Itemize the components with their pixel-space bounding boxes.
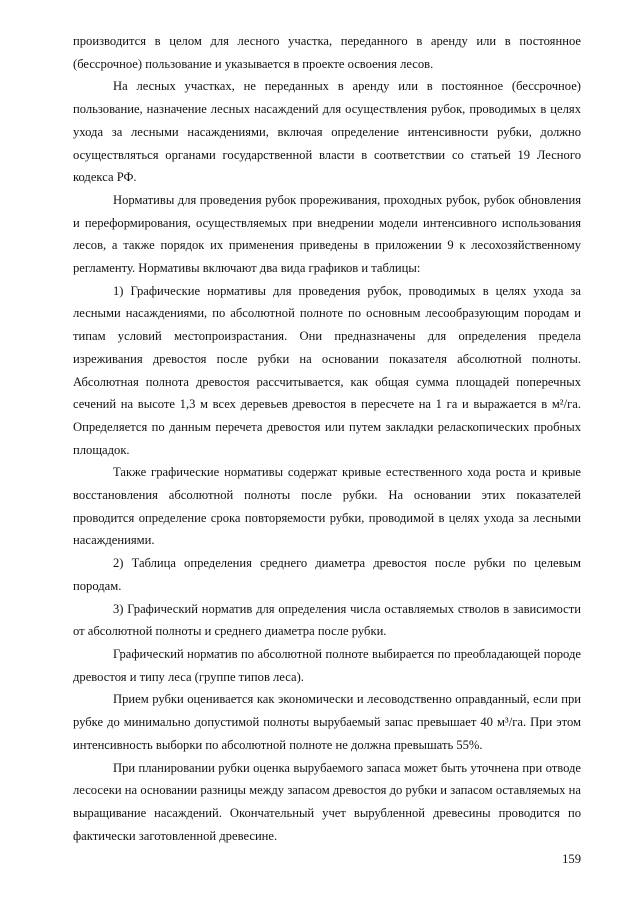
paragraph-stem-count-standard: 3) Графический норматив для определения числа оставляемых стволов в зависимости от абсолютной полноты и среднего диаметра после рубки. bbox=[73, 601, 581, 639]
paragraph-diameter-table: 2) Таблица определения среднего диаметра древостоя после рубки по целевым породам. bbox=[73, 556, 581, 593]
body-text bbox=[73, 30, 581, 847]
paragraph-economic-justification: Прием рубки оценивается как экономически и лесоводственно оправданный, если при рубке до минимально допустимой полноты вырубаемый запас превышает 40 м³/га. При этом интенсивность выборки по абсолютной полноте не должна превышать 55%. bbox=[73, 692, 581, 752]
paragraph-continuation: производится в целом для лесного участка, переданного в аренду или в постоянное (бессрочное) пользование и указывается в проекте освоения лесов. bbox=[73, 34, 581, 71]
page-number: 159 bbox=[562, 852, 581, 866]
paragraph-graphic-standards: 1) Графические нормативы для проведения рубок, проводимых в целях ухода за лесными насаждениями, по абсолютной полноте по основным лесообразующим породам и типам условий местопроизрастания. Они предназначены для определения предела изреживания древостоя после рубки на основании показателя абсолютной полноты. Абсолютная полнота древостоя рассчитывается, как общая сумма площадей поперечных сечений на высоте 1,3 м всех деревьев древостоя в пересчете на 1 га и выражается в м²/га. Определяется по данным перечета древостоя или путем закладки реласкопических пробных площадок. bbox=[73, 283, 581, 457]
paragraph-growth-curves: Также графические нормативы содержат кривые естественного хода роста и кривые восстановления абсолютной полноты после рубки. На основании этих показателей проводится определение срока повторяемости рубки, проводимой в целях ухода за лесными насаждениями. bbox=[73, 465, 581, 548]
paragraph-harvest-planning: При планировании рубки оценка вырубаемого запаса может быть уточнена при отводе лесосеки на основании разницы между запасом древостоя до рубки и запасом оставляемых на выращивание насаждений. Окончательный учет вырубленной древесины проводится по фактически заготовленной древесине. bbox=[73, 760, 581, 843]
paragraph-unleased-plots: На лесных участках, не переданных в аренду или в постоянное (бессрочное) пользование, назначение лесных насаждений для осуществления рубок, проводимых в целях ухода за лесными насаждениями, включая определение интенсивности рубки, должно осуществляться органами государственной власти в соответствии со статьей 19 Лесного кодекса РФ. bbox=[73, 79, 581, 185]
paragraph-thinning-standards: Нормативы для проведения рубок прореживания, проходных рубок, рубок обновления и переформирования, осуществляемых при внедрении модели интенсивного использования лесов, а также порядок их применения приведены в приложении 9 к лесохозяйственному регламенту. Нормативы включают два вида графиков и таблицы: bbox=[73, 192, 581, 276]
paragraph-standard-selection: Графический норматив по абсолютной полноте выбирается по преобладающей породе древостоя и типу леса (группе типов леса). bbox=[73, 646, 581, 684]
